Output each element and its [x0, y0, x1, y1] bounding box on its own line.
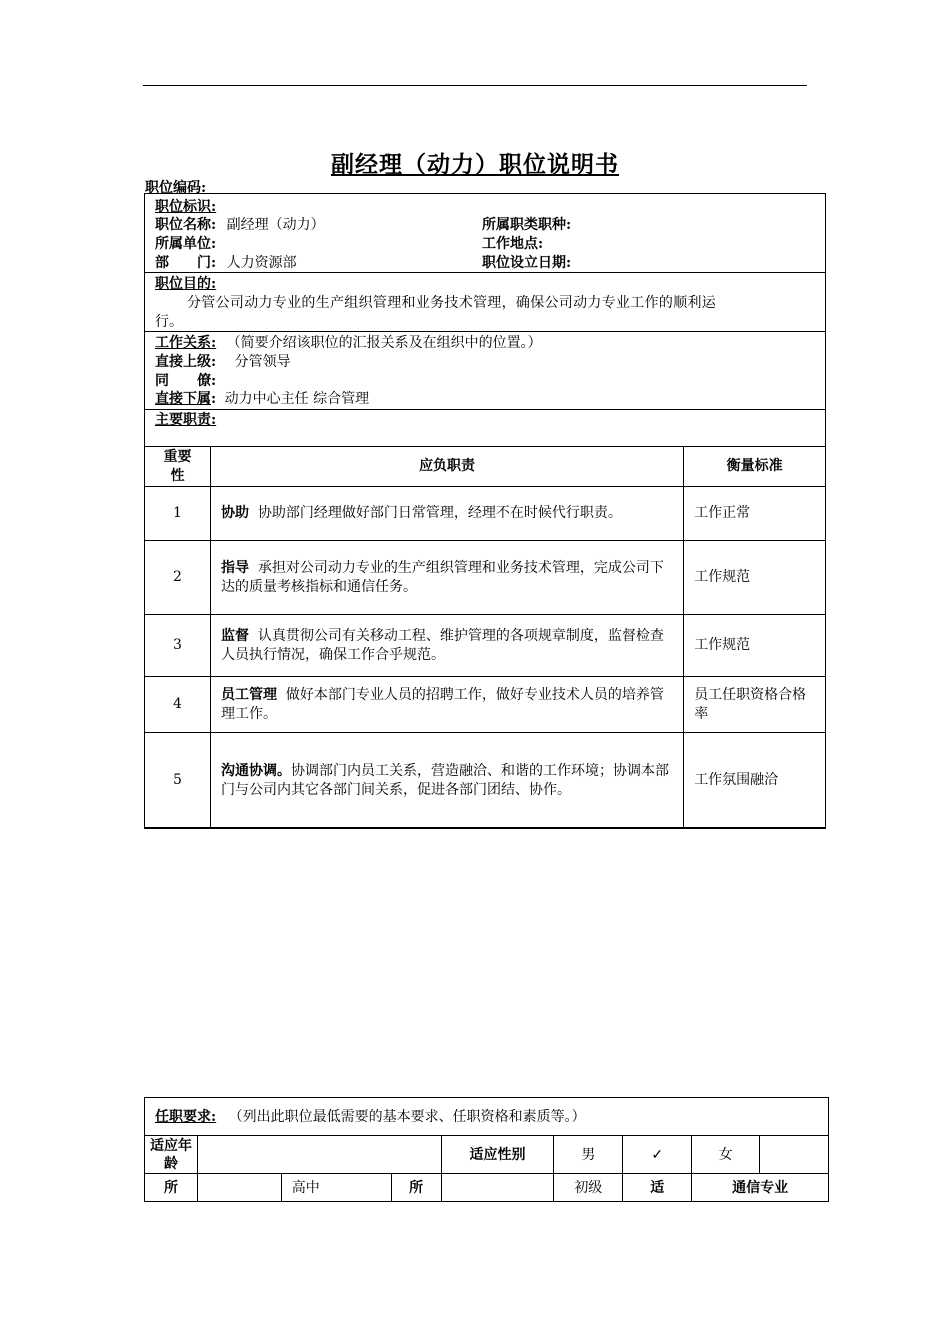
standard-cell: 工作氛围融洽 [684, 733, 826, 829]
superior-row [155, 353, 291, 371]
divider-purpose [145, 272, 825, 273]
row-number: 3 [145, 615, 211, 677]
standard-cell: 工作规范 [684, 615, 826, 677]
duty-heading: 指导 [220, 559, 249, 576]
header-rule [143, 85, 807, 86]
duty-cell [210, 677, 683, 733]
duty-cell [210, 615, 683, 677]
requirements-header-row [145, 1098, 829, 1136]
position-name-label: 职位名称: [155, 217, 217, 233]
edu-empty-cell [197, 1174, 281, 1202]
duties-table [144, 446, 826, 829]
superior-label: 直接上级: [155, 354, 217, 370]
standard-cell: 工作规范 [684, 541, 826, 615]
position-name-row [155, 216, 325, 234]
table-row [145, 487, 826, 541]
duty-cell [210, 487, 683, 541]
duty-text: 承担对公司动力专业的生产组织管理和业务技术管理，完成公司下达的质量考核指标和通信任务。 [220, 559, 664, 595]
edu-value: 高中 [281, 1174, 391, 1202]
relations-row [155, 334, 542, 352]
document-title: 副经理（动力）职位说明书 [331, 151, 619, 178]
major-value: 通信专业 [692, 1174, 829, 1202]
establish-date-label: 职位设立日期: [482, 255, 572, 271]
duty-text: 协调部门内员工关系，营造融洽、和谐的工作环境；协调本部门与公司内其它各部门间关系，促进各部门团结、协作。 [220, 762, 669, 798]
divider-duties [145, 409, 825, 410]
requirements-note: （列出此职位最低需要的基本要求、任职资格和素质等。） [228, 1108, 586, 1125]
standard-cell: 员工任职资格合格率 [684, 677, 826, 733]
duty-heading: 沟通协调。 [220, 762, 291, 779]
table-row [145, 541, 826, 615]
purpose-text-line2: 行。 [155, 314, 183, 330]
requirements-table [144, 1097, 829, 1202]
subordinate-row: 直接下属: 动力中心主任 综合管理 [155, 391, 370, 407]
position-code-label: 职位编码: [145, 180, 207, 196]
location-label: 工作地点: [482, 236, 544, 252]
table-row [145, 615, 826, 677]
standard-cell: 工作正常 [684, 487, 826, 541]
duty-cell [210, 733, 683, 829]
row-number: 5 [145, 733, 211, 829]
row-number: 1 [145, 487, 211, 541]
header-standard: 衡量标准 [684, 447, 826, 487]
table-row [145, 677, 826, 733]
edu-label: 所 [145, 1174, 198, 1202]
unit-label: 所属单位: [155, 236, 217, 252]
relations-label: 工作关系: [155, 335, 217, 351]
duties-label: 主要职责: [155, 412, 217, 428]
purpose-label: 职位目的: [155, 276, 217, 292]
female-check-cell [760, 1136, 829, 1174]
department-value: 人力资源部 [226, 255, 297, 271]
education-row [145, 1174, 829, 1202]
ident-section-label: 职位标识: [155, 199, 217, 215]
subordinate-value: 动力中心主任 综合管理 [224, 391, 370, 407]
duty-heading: 监督 [220, 627, 249, 644]
check-mark-icon: ✓ [623, 1136, 692, 1174]
category-label: 所属职类职种: [482, 217, 572, 233]
divider-relations [145, 331, 825, 332]
requirements-label: 任职要求: [155, 1108, 217, 1125]
department-label: 部 门: [155, 255, 217, 271]
duty-heading: 员工管理 [220, 686, 277, 703]
duties-header-row [145, 447, 826, 487]
purpose-text-line1: 分管公司动力专业的生产组织管理和业务技术管理，确保公司动力专业工作的顺利运 [187, 295, 717, 311]
department-row [155, 254, 297, 272]
superior-value: 分管领导 [234, 354, 291, 370]
age-label: 适应年龄 [145, 1136, 198, 1174]
subordinate-label: 直接下属 [155, 391, 211, 407]
age-value-cell [197, 1136, 441, 1174]
row-number: 4 [145, 677, 211, 733]
duty-text: 协助部门经理做好部门日常管理，经理不在时候代行职责。 [257, 505, 622, 521]
duty-text: 做好本部门专业人员的招聘工作，做好专业技术人员的培养管理工作。 [220, 686, 664, 722]
gender-label: 适应性别 [441, 1136, 554, 1174]
header-importance: 重要性 [145, 447, 211, 487]
age-gender-row [145, 1136, 829, 1174]
duty-text: 认真贯彻公司有关移动工程、维护管理的各项规章制度，监督检查人员执行情况，确保工作合乎规范。 [220, 627, 664, 663]
duty-cell [210, 541, 683, 615]
major-label: 适 [623, 1174, 692, 1202]
table-row [145, 733, 826, 829]
relations-note: （简要介绍该职位的汇报关系及在组织中的位置。） [226, 335, 542, 351]
header-duty: 应负职责 [210, 447, 683, 487]
title-value: 初级 [554, 1174, 623, 1202]
row-number: 2 [145, 541, 211, 615]
title-empty-cell [441, 1174, 554, 1202]
peer-label: 同 僚: [155, 373, 217, 389]
female-option: 女 [692, 1136, 760, 1174]
position-name-value: 副经理（动力） [226, 217, 325, 233]
male-option: 男 [554, 1136, 623, 1174]
requirements-header-cell [145, 1098, 829, 1136]
title-label: 所 [391, 1174, 441, 1202]
duty-heading: 协助 [220, 505, 249, 521]
